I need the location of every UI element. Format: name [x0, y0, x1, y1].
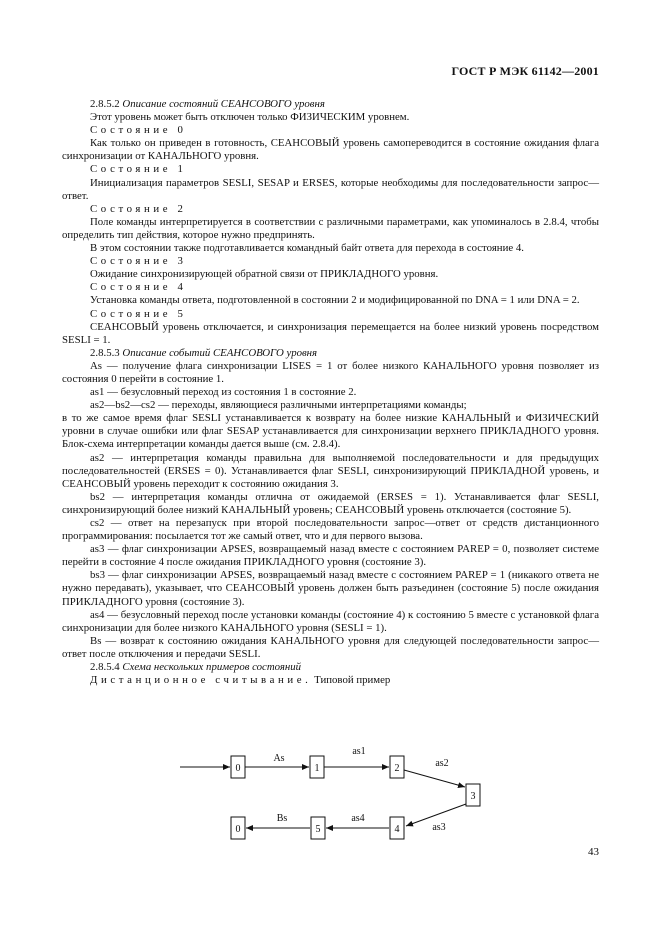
- paragraph: cs2 — ответ на перезапуск при второй последовательности запрос—ответ от средств дистанционного программирования: посылается тот же самый ответ, что и для первого вызова.: [62, 517, 599, 543]
- paragraph: as3 — флаг синхронизации APSES, возвращаемый назад вместе с состоянием PAREP = 0, позволяет системе перейти в состояние 4 после ожидания ПРИКЛАДНОГО уровня (состояние 3).: [62, 543, 599, 569]
- caption-text: Типовой пример: [314, 674, 391, 687]
- section-number: 2.8.5.2: [90, 98, 120, 110]
- paragraph: СЕАНСОВЫЙ уровень отключается, и синхронизация перемещается на более низкий уровень посредством SESLI = 1.: [62, 320, 599, 346]
- transition-label: As: [273, 753, 285, 764]
- transition-label: Bs: [276, 813, 288, 824]
- paragraph: в то же самое время флаг SESLI устанавливается к возврату на более низкие КАНАЛЬНЫЙ и ФИЗИЧЕСКИЙ уровни в случае ошибки или флаг SESAP устанавливается для синхронизации верхнего ПРИКЛАДНОГО уровня. Блок-схема интерпретации команды дается выше (см. 2.8.4).: [62, 412, 599, 451]
- state-label: 0: [235, 824, 241, 835]
- state-heading: Состояние 0: [90, 124, 187, 137]
- paragraph: as2 — интерпретация команды правильна для выполняемой последовательности и для предыдущих последовательностей (ERSES = 0). Устанавливается флаг SESLI, синхронизирующий ПРИКЛАДНОЙ уровень, и СЕАНСОВЫЙ уровень переходит к состоянию ожидания 3.: [62, 451, 599, 490]
- paragraph: Bs — возврат к состоянию ожидания КАНАЛЬНОГО уровня для следующей последовательности запрос—ответ после отключения и передачи SESLI.: [62, 634, 599, 660]
- state-label: 1: [314, 763, 320, 774]
- example-caption: [62, 674, 599, 687]
- paragraph: As — получение флага синхронизации LISES = 1 от более низкого КАНАЛЬНОГО уровня позволяет из состояния 0 перейти в состояние 1.: [62, 359, 599, 385]
- paragraph: Этот уровень может быть отключен только ФИЗИЧЕСКИМ уровнем.: [90, 111, 410, 124]
- paragraph: bs3 — флаг синхронизации APSES, возвращаемый назад вместе с состоянием PAREP = 1 (никакого ответа не нужно передавать), указывает, что СЕАНСОВЫЙ уровень должен быть разъединен (состояние 5) после ожидания ПРИКЛАДНОГО уровня (состояние 3).: [62, 569, 599, 608]
- document-body: [62, 98, 599, 687]
- paragraph: Установка команды ответа, подготовленной в состоянии 2 и модифицированной по DNA = 1 или DNA = 2.: [90, 294, 580, 307]
- transition-label: as2: [435, 758, 449, 769]
- section-number: 2.8.5.4: [90, 661, 120, 674]
- paragraph: Как только он приведен в готовность, СЕАНСОВЫЙ уровень самопереводится в состояние ожидания флага синхронизации от КАНАЛЬНОГО уровня.: [62, 137, 599, 163]
- section-heading: [62, 661, 599, 674]
- state-heading: Состояние 5: [90, 307, 187, 320]
- paragraph: as4 — безусловный переход после установки команды (состояние 4) к состоянию 5 вместе с установкой флага синхронизации для более низкого КАНАЛЬНОГО уровня (SESLI = 1).: [62, 608, 599, 634]
- transition-label: as3: [432, 822, 446, 833]
- section-heading: [62, 98, 599, 111]
- transition-label: as4: [351, 813, 365, 824]
- state-diagram: [160, 732, 500, 847]
- transition-label: as1: [352, 746, 366, 757]
- state-heading: Состояние 4: [90, 281, 187, 294]
- section-title: Описание событий СЕАНСОВОГО уровня: [122, 346, 318, 359]
- state-heading: Состояние 2: [90, 202, 187, 215]
- document-header: ГОСТ Р МЭК 61142—2001: [451, 64, 599, 78]
- section-title: Схема нескольких примеров состояний: [122, 661, 302, 674]
- paragraph: В этом состоянии также подготавливается командный байт ответа для перехода в состояние 4.: [90, 242, 524, 255]
- paragraph: Инициализация параметров SESLI, SESAP и ERSES, которые необходимы для последовательности запрос—ответ.: [62, 176, 599, 202]
- state-heading: Состояние 3: [90, 255, 187, 268]
- state-label: 0: [235, 763, 241, 774]
- spaced-caption: Дистанционное считывание.: [90, 674, 312, 687]
- arrow-as2: [404, 770, 465, 787]
- section-number: 2.8.5.3: [90, 346, 120, 359]
- state-label: 4: [394, 824, 400, 835]
- state-label: 3: [470, 791, 476, 802]
- state-label: 2: [394, 763, 400, 774]
- paragraph: as2—bs2—cs2 — переходы, являющиеся различными интерпретациями команды;: [90, 399, 467, 412]
- paragraph: as1 — безусловный переход из состояния 1 в состояние 2.: [90, 386, 357, 399]
- paragraph: Ожидание синхронизирующей обратной связи от ПРИКЛАДНОГО уровня.: [90, 268, 439, 281]
- state-heading: Состояние 1: [90, 163, 187, 176]
- paragraph: bs2 — интерпретация команды отлична от ожидаемой (ERSES = 1). Устанавливается флаг SESLI, синхронизирующий более низкий КАНАЛЬНЫЙ уровень; СЕАНСОВЫЙ уровень отключается (состояние 5).: [62, 490, 599, 516]
- paragraph: Поле команды интерпретируется в соответствии с различными параметрами, как упоминалось в 2.8.4, чтобы определить тип действия, которое нужно предпринять.: [62, 215, 599, 241]
- section-title: Описание состояний СЕАНСОВОГО уровня: [122, 98, 325, 110]
- section-heading: [62, 347, 599, 360]
- page-number: 43: [588, 846, 599, 858]
- state-label: 5: [315, 824, 321, 835]
